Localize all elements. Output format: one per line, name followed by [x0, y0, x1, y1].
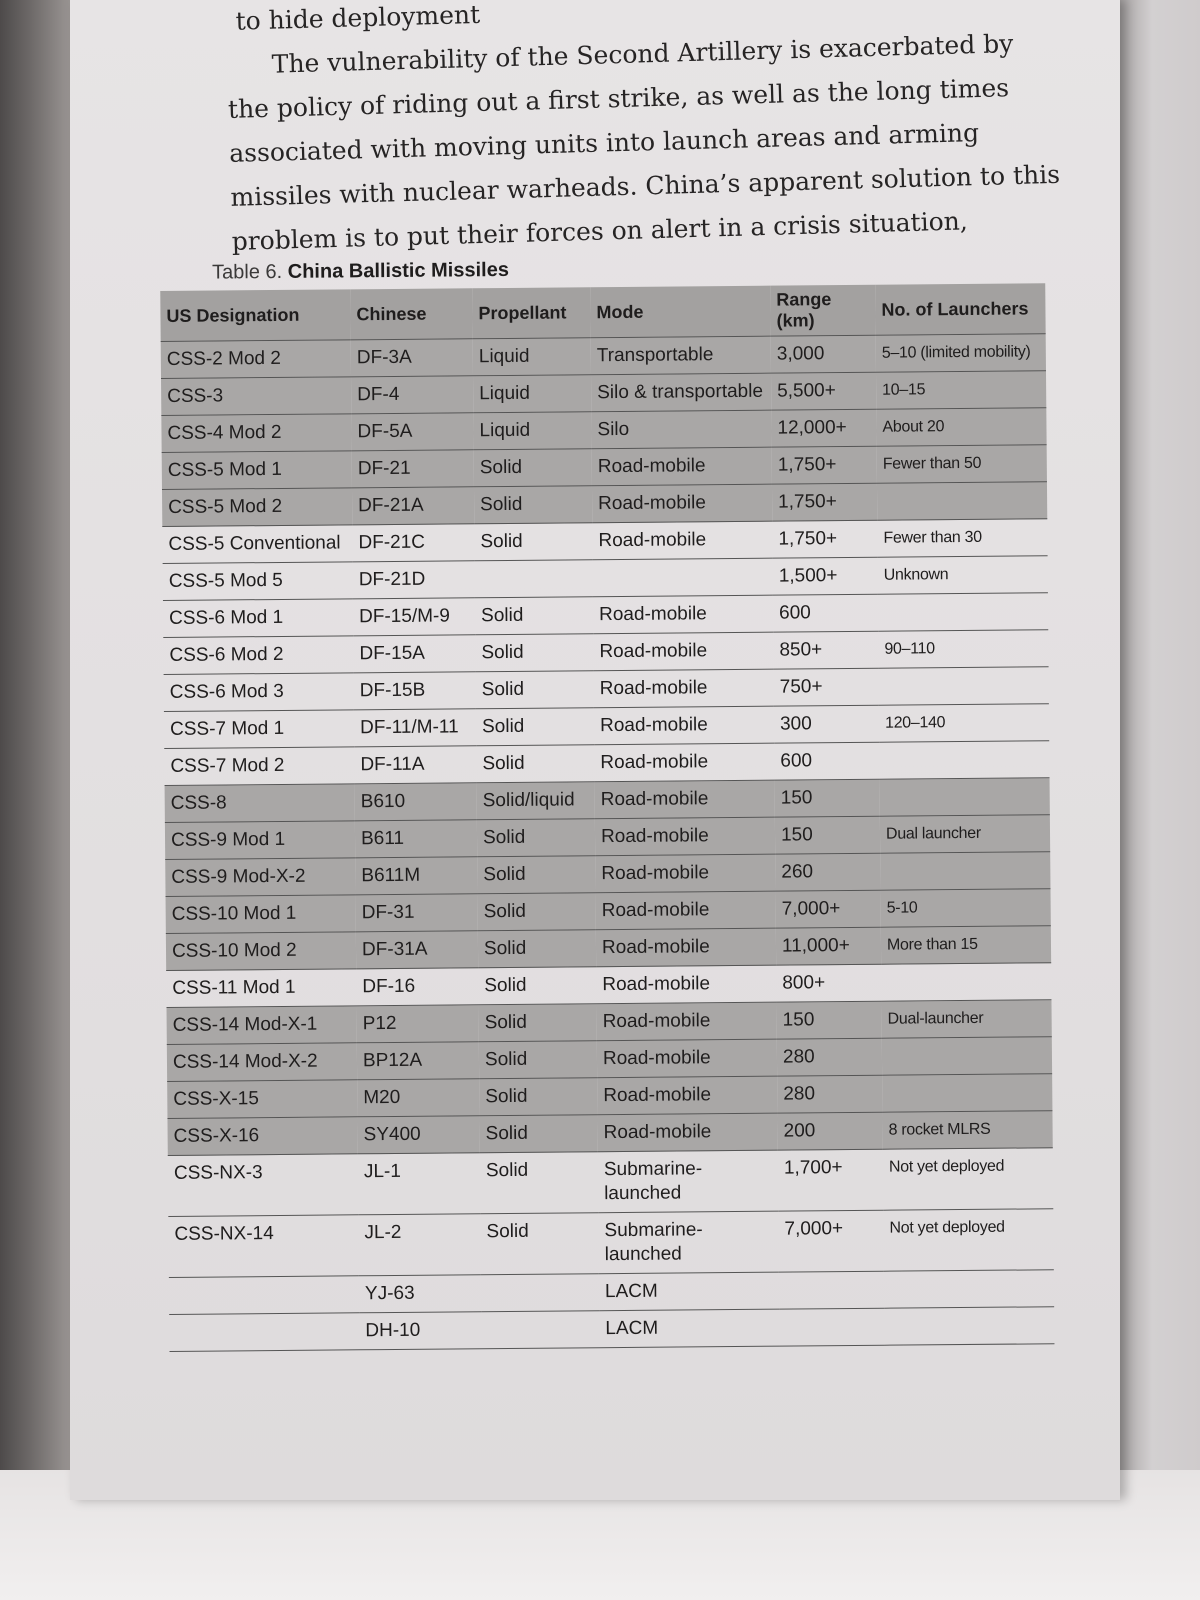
cell-propellant: Solid	[477, 856, 595, 894]
cell-launchers: Not yet deployed	[883, 1209, 1054, 1271]
cell-us-designation: CSS-10 Mod 1	[166, 895, 356, 934]
cell-mode: Road-mobile	[594, 706, 774, 745]
cell-us-designation: CSS-5 Conventional	[162, 525, 352, 564]
cell-range: 1,700+	[778, 1149, 884, 1211]
cell-us-designation: CSS-3	[161, 377, 351, 416]
cell-chinese: DF-15A	[353, 635, 475, 673]
cell-range	[779, 1271, 884, 1309]
cell-chinese: DF-3A	[351, 339, 473, 377]
table-row	[168, 1148, 1053, 1217]
cell-us-designation: CSS-7 Mod 2	[164, 747, 354, 786]
cell-propellant: Solid	[478, 930, 596, 968]
cell-propellant: Solid	[477, 819, 595, 857]
cell-range: 280	[777, 1038, 882, 1076]
cell-launchers: 5-10	[881, 889, 1051, 927]
cell-propellant: Liquid	[473, 338, 591, 376]
prose-paragraph: The vulnerability of the Second Artillery is exacerbated by the policy of riding out a first strike, as well as the long times associated with moving units into launch areas and arming missiles with nuclear warheads. China’s apparent solution to this problem is to put their forces on alert in a crisis situation,	[227, 29, 1061, 256]
cell-range: 600	[774, 742, 879, 780]
cell-mode: LACM	[599, 1309, 779, 1348]
cell-propellant	[481, 1311, 599, 1349]
cell-range: 1,750+	[772, 446, 877, 484]
cell-range: 300	[774, 705, 879, 743]
cell-chinese: DF-15/M-9	[353, 598, 475, 636]
cell-launchers	[878, 593, 1048, 631]
cell-us-designation: CSS-9 Mod 1	[165, 821, 355, 860]
cell-range: 750+	[774, 668, 879, 706]
cell-chinese: M20	[357, 1079, 479, 1117]
cell-mode: Road-mobile	[593, 595, 773, 634]
cell-propellant: Solid	[478, 967, 596, 1005]
cell-us-designation	[169, 1313, 359, 1352]
cell-us-designation: CSS-NX-14	[168, 1215, 359, 1278]
cell-propellant: Solid	[478, 1004, 596, 1042]
header-chinese: Chinese	[350, 288, 472, 340]
cell-mode: Road-mobile	[594, 669, 774, 708]
cell-range: 850+	[773, 631, 878, 669]
cell-mode: Road-mobile	[592, 447, 772, 486]
cell-mode: Road-mobile	[596, 891, 776, 930]
cell-chinese: B611M	[355, 857, 477, 895]
cell-us-designation: CSS-X-15	[167, 1080, 357, 1119]
cell-mode: Road-mobile	[597, 1076, 777, 1115]
cell-us-designation: CSS-7 Mod 1	[164, 710, 354, 749]
cell-range: 150	[776, 1001, 881, 1039]
cell-range: 12,000+	[771, 409, 876, 447]
cell-range: 1,500+	[773, 557, 878, 595]
cell-chinese: DF-4	[351, 376, 473, 414]
cell-launchers: About 20	[876, 408, 1046, 446]
china-ballistic-missiles-table	[160, 283, 1054, 1352]
cell-us-designation: CSS-5 Mod 2	[162, 488, 352, 527]
cell-range: 7,000+	[778, 1210, 884, 1272]
cell-us-designation: CSS-5 Mod 1	[162, 451, 352, 490]
table-caption-label: Table 6.	[211, 260, 283, 284]
cell-propellant: Liquid	[473, 412, 591, 450]
cell-us-designation: CSS-8	[165, 784, 355, 823]
cell-chinese: DF-21A	[352, 487, 474, 525]
cell-mode: Road-mobile	[597, 1113, 777, 1152]
cell-mode: Road-mobile	[595, 854, 775, 893]
cell-propellant	[481, 1274, 599, 1312]
cell-range: 200	[777, 1112, 882, 1150]
header-mode: Mode	[590, 286, 770, 338]
cell-mode	[593, 558, 773, 597]
cell-chinese: DF-5A	[351, 413, 473, 451]
cell-range: 280	[777, 1075, 882, 1113]
cell-launchers	[882, 1074, 1052, 1112]
cell-us-designation: CSS-2 Mod 2	[161, 340, 351, 379]
cell-chinese: DH-10	[359, 1312, 481, 1350]
missile-table-block	[160, 254, 1054, 1352]
table-header-row	[160, 283, 1045, 341]
cell-launchers: Unknown	[878, 556, 1048, 594]
cell-chinese: DF-21D	[353, 561, 475, 599]
cell-mode: Road-mobile	[592, 521, 772, 560]
cell-us-designation: CSS-NX-3	[168, 1154, 359, 1217]
cell-us-designation: CSS-6 Mod 1	[163, 599, 353, 638]
header-range: Range (km)	[770, 285, 875, 336]
cell-mode: Road-mobile	[596, 928, 776, 967]
cell-propellant: Solid	[480, 1213, 599, 1275]
cell-propellant: Solid	[480, 1152, 599, 1214]
cell-range: 150	[775, 816, 880, 854]
cell-propellant: Solid/liquid	[477, 782, 595, 820]
cell-us-designation	[169, 1276, 359, 1315]
cell-us-designation: CSS-6 Mod 3	[164, 673, 354, 712]
cell-mode: Transportable	[591, 336, 771, 375]
cell-launchers: 120–140	[879, 704, 1049, 742]
cell-mode: Road-mobile	[593, 632, 773, 671]
cell-mode: Road-mobile	[594, 743, 774, 782]
cell-us-designation: CSS-4 Mod 2	[161, 414, 351, 453]
cell-chinese: DF-16	[356, 968, 478, 1006]
cell-range: 5,500+	[771, 372, 876, 410]
cell-chinese: DF-11A	[354, 746, 476, 784]
cell-propellant	[475, 560, 593, 598]
cell-us-designation: CSS-5 Mod 5	[163, 562, 353, 601]
cell-launchers	[882, 1037, 1052, 1075]
cell-launchers: 8 rocket MLRS	[882, 1111, 1052, 1149]
header-us-designation: US Designation	[160, 289, 350, 341]
cell-mode: Road-mobile	[592, 484, 772, 523]
cell-launchers: Dual launcher	[880, 815, 1050, 853]
cell-mode: Road-mobile	[595, 780, 775, 819]
cell-mode: Silo & transportable	[591, 373, 771, 412]
cell-launchers	[880, 852, 1050, 890]
header-propellant: Propellant	[472, 287, 590, 339]
table-body	[161, 334, 1055, 1352]
book-spine-left	[0, 0, 78, 1600]
cell-mode: Road-mobile	[597, 1039, 777, 1078]
body-text	[225, 0, 1062, 264]
cell-propellant: Solid	[474, 486, 592, 524]
cell-propellant: Solid	[479, 1115, 597, 1153]
cell-chinese: DF-31	[356, 894, 478, 932]
cell-mode: Road-mobile	[595, 817, 775, 856]
cell-range: 800+	[776, 964, 881, 1002]
header-launchers: No. of Launchers	[875, 283, 1045, 335]
cell-launchers	[879, 741, 1049, 779]
cell-propellant: Solid	[475, 597, 593, 635]
cell-launchers	[884, 1270, 1054, 1308]
cell-us-designation: CSS-11 Mod 1	[166, 969, 356, 1008]
prose-fragment-top: to hide deployment	[235, 0, 481, 36]
cell-us-designation: CSS-14 Mod-X-1	[167, 1006, 357, 1045]
cell-launchers: 90–110	[878, 630, 1048, 668]
cell-propellant: Liquid	[473, 375, 591, 413]
cell-launchers	[881, 963, 1051, 1001]
cell-launchers	[877, 482, 1047, 520]
cell-chinese: B610	[355, 783, 477, 821]
cell-launchers: Dual-launcher	[881, 1000, 1051, 1038]
table-row	[168, 1209, 1053, 1278]
cell-range: 600	[773, 594, 878, 632]
cell-chinese: BP12A	[357, 1042, 479, 1080]
cell-chinese: DF-21	[352, 450, 474, 488]
cell-mode: LACM	[599, 1272, 779, 1311]
cell-mode: Road-mobile	[596, 965, 776, 1004]
cell-propellant: Solid	[478, 893, 596, 931]
cell-range	[779, 1308, 884, 1346]
cell-range: 11,000+	[776, 927, 881, 965]
cell-launchers	[884, 1307, 1054, 1345]
cell-propellant: Solid	[474, 449, 592, 487]
cell-launchers	[880, 778, 1050, 816]
cell-chinese: JL-2	[358, 1214, 481, 1276]
cell-chinese: JL-1	[358, 1153, 481, 1215]
cell-us-designation: CSS-14 Mod-X-2	[167, 1043, 357, 1082]
cell-mode: Silo	[591, 410, 771, 449]
cell-propellant: Solid	[476, 671, 594, 709]
cell-chinese: SY400	[357, 1116, 479, 1154]
cell-launchers: 10–15	[876, 371, 1046, 409]
cell-range: 150	[775, 779, 880, 817]
cell-launchers	[879, 667, 1049, 705]
cell-range: 1,750+	[772, 520, 877, 558]
cell-propellant: Solid	[474, 523, 592, 561]
cell-chinese: B611	[355, 820, 477, 858]
cell-us-designation: CSS-9 Mod-X-2	[165, 858, 355, 897]
cell-chinese: DF-31A	[356, 931, 478, 969]
cell-mode: Submarine-launched	[598, 1150, 779, 1213]
cell-launchers: 5–10 (limited mobility)	[876, 334, 1046, 372]
cell-range: 7,000+	[776, 890, 881, 928]
table-caption-title: China Ballistic Missiles	[287, 258, 510, 283]
cell-us-designation: CSS-6 Mod 2	[163, 636, 353, 675]
cell-launchers: Fewer than 30	[877, 519, 1047, 557]
cell-propellant: Solid	[476, 708, 594, 746]
cell-range: 3,000	[771, 335, 876, 373]
cell-propellant: Solid	[479, 1041, 597, 1079]
cell-launchers: More than 15	[881, 926, 1051, 964]
cell-chinese: YJ-63	[359, 1275, 481, 1313]
cell-chinese: DF-21C	[352, 524, 474, 562]
cell-mode: Submarine-launched	[598, 1211, 779, 1274]
cell-chinese: DF-15B	[354, 672, 476, 710]
cell-chinese: DF-11/M-11	[354, 709, 476, 747]
cell-range: 260	[775, 853, 880, 891]
cell-propellant: Solid	[479, 1078, 597, 1116]
cell-range: 1,750+	[772, 483, 877, 521]
cell-us-designation: CSS-10 Mod 2	[166, 932, 356, 971]
cell-chinese: P12	[356, 1005, 478, 1043]
facing-page-edge	[1120, 0, 1200, 1470]
cell-propellant: Solid	[475, 634, 593, 672]
cell-mode: Road-mobile	[596, 1002, 776, 1041]
cell-launchers: Not yet deployed	[883, 1148, 1054, 1210]
cell-propellant: Solid	[476, 745, 594, 783]
table-row	[169, 1307, 1054, 1352]
cell-launchers: Fewer than 50	[877, 445, 1047, 483]
cell-us-designation: CSS-X-16	[167, 1117, 357, 1156]
